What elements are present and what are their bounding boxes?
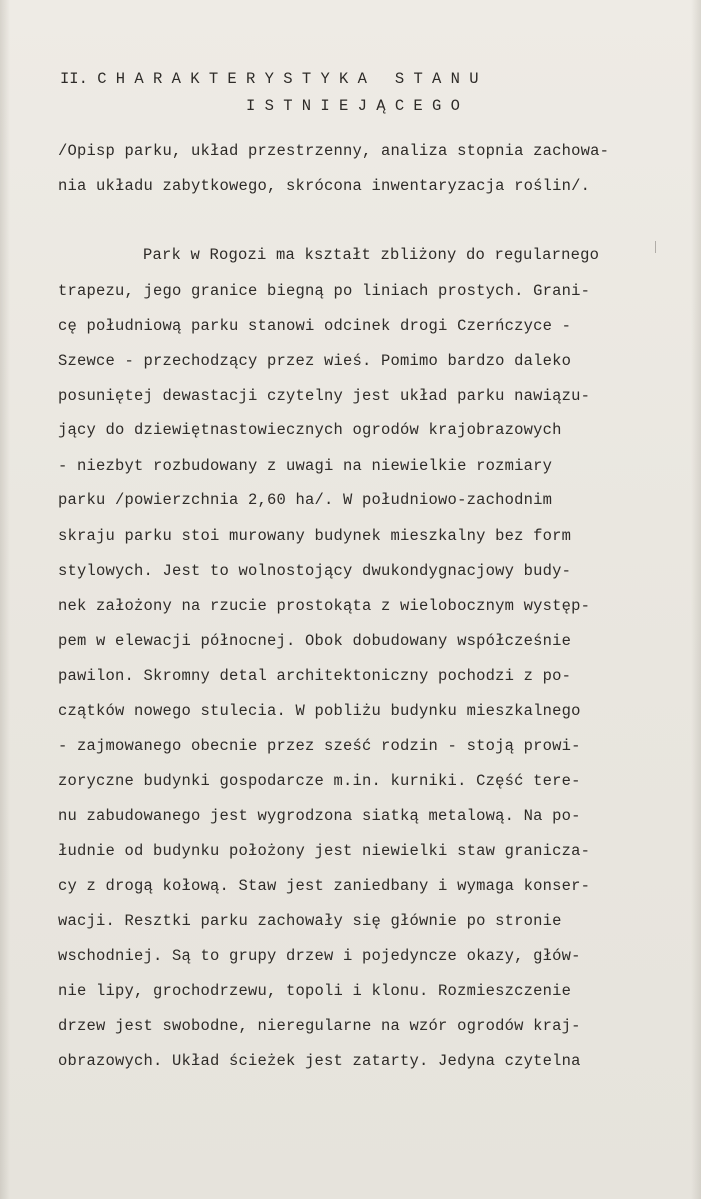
page-right-edge (691, 0, 701, 1199)
body-line: parku /powierzchnia 2,60 ha/. W południowo-zachodnim (58, 491, 553, 509)
body-line: wacji. Resztki parku zachowały się głównie po stronie (58, 912, 562, 930)
body-line: czątków nowego stulecia. W pobliżu budynku mieszkalnego (58, 702, 581, 720)
body-line: posuniętej dewastacji czytelny jest układ parku nawiązu- (58, 387, 591, 405)
margin-mark (655, 241, 656, 253)
body-line: Szewce - przechodzący przez wieś. Pomimo bardzo daleko (58, 352, 572, 370)
body-line: trapezu, jego granice biegną po liniach prostych. Grani- (58, 282, 591, 300)
subtitle-line: /Opisp parku, układ przestrzenny, analiza stopnia zachowa- (58, 142, 610, 160)
body-line: obrazowych. Układ ścieżek jest zatarty. Jedyna czytelna (58, 1052, 581, 1070)
body-line: nie lipy, grochodrzewu, topoli i klonu. Rozmieszczenie (58, 982, 572, 1000)
body-line: - niezbyt rozbudowany z uwagi na niewielkie rozmiary (58, 457, 553, 475)
body-line: zoryczne budynki gospodarcze m.in. kurniki. Część tere- (58, 772, 581, 790)
body-line: nu zabudowanego jest wygrodzona siatką metalową. Na po- (58, 807, 581, 825)
body-line: skraju parku stoi murowany budynek mieszkalny bez form (58, 527, 572, 545)
body-line: pem w elewacji północnej. Obok dobudowany współcześnie (58, 632, 572, 650)
body-line: jący do dziewiętnastowiecznych ogrodów krajobrazowych (58, 421, 562, 439)
body-line: - zajmowanego obecnie przez sześć rodzin - stoją prowi- (58, 737, 581, 755)
body-line: łudnie od budynku położony jest niewielki staw granicza- (58, 842, 591, 860)
body-line: cę południową parku stanowi odcinek drogi Czerńczyce - (58, 317, 572, 335)
body-line: pawilon. Skromny detal architektoniczny pochodzi z po- (58, 667, 572, 685)
body-line: nek założony na rzucie prostokąta z wielobocznym występ- (58, 597, 591, 615)
page-left-edge (0, 0, 10, 1199)
body-line: stylowych. Jest to wolnostojący dwukondygnacjowy budy- (58, 562, 572, 580)
subtitle-line: nia układu zabytkowego, skrócona inwentaryzacja roślin/. (58, 177, 591, 195)
section-heading-line-2: I S T N I E J Ą C E G O (246, 97, 460, 115)
body-line: drzew jest swobodne, nieregularne na wzór ogrodów kraj- (58, 1017, 581, 1035)
section-heading-line-1: II. C H A R A K T E R Y S T Y K A S T A N U (60, 70, 479, 88)
body-line: wschodniej. Są to grupy drzew i pojedyncze okazy, głów- (58, 947, 581, 965)
body-line: cy z drogą kołową. Staw jest zaniedbany i wymaga konser- (58, 877, 591, 895)
body-line: Park w Rogozi ma kształt zbliżony do regularnego (143, 246, 600, 264)
